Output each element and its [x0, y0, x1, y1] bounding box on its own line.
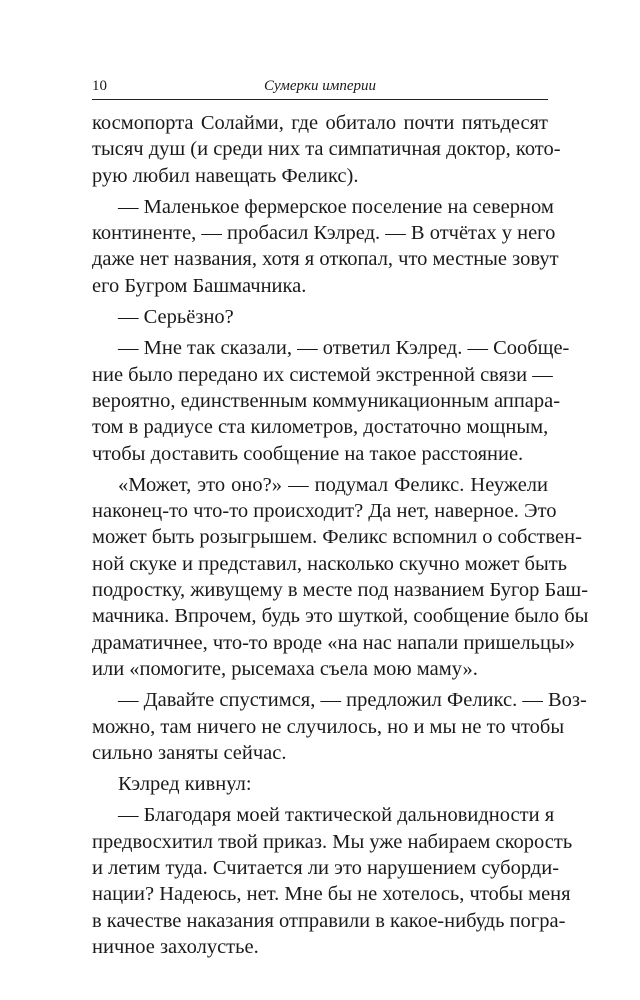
text-line: тысяч душ (и среди них та симпатичная доктор, кото-: [92, 138, 561, 161]
text-line: и летим туда. Считается ли это нарушением суборди-: [92, 857, 560, 880]
text-line: континенте, — пробасил Кэлред. — В отчётах у него: [92, 222, 556, 245]
text-line: ной скуке и представил, насколько скучно может быть: [92, 552, 568, 575]
text-line: — Благодаря моей тактической дальновидности я: [118, 804, 555, 827]
page-number: 10: [92, 78, 107, 94]
text-line: нации? Надеюсь, нет. Мне бы не хотелось, чтобы меня: [92, 883, 571, 906]
paragraph: [92, 194, 559, 299]
text-line: мачника. Впрочем, будь это шуткой, сообщение было бы: [92, 605, 589, 628]
text-line: его Бугром Башмачника.: [92, 274, 307, 297]
text-line: в качестве наказания отправили в какое-нибудь погра-: [92, 909, 566, 932]
text-line: ничное захолустье.: [92, 935, 259, 958]
text-line: чтобы доставить сообщение на такое расстояние.: [92, 442, 524, 465]
paragraph: [92, 802, 573, 960]
book-title: Сумерки империи: [263, 78, 377, 94]
text-line: — Давайте спустимся, — предложил Феликс. — Воз-: [118, 689, 587, 712]
text-line: ние было передано их системой экстренной связи —: [92, 363, 553, 386]
text-line: предвосхитил твой приказ. Мы уже набираем скорость: [92, 830, 573, 853]
text-line: рую любил навещать Феликс).: [92, 164, 359, 187]
body-text: [92, 110, 589, 960]
running-header: [92, 77, 548, 100]
paragraph: [92, 110, 561, 189]
text-line: сильно заняты сейчас.: [92, 741, 287, 764]
text-line: «Может, это оно?» — подумал Феликс. Неужели: [118, 473, 548, 496]
text-line: том в радиусе ста километров, достаточно мощным,: [92, 416, 549, 439]
paragraph: [92, 771, 548, 797]
text-line: драматичнее, что-то вроде «на нас напали пришельцы»: [92, 631, 575, 654]
text-line: — Серьёзно?: [118, 306, 234, 329]
text-line: можно, там ничего не случилось, но и мы не то чтобы: [92, 715, 565, 738]
paragraph: [92, 335, 570, 466]
paragraph: [92, 304, 548, 330]
text-line: — Маленькое фермерское поселение на северном: [118, 195, 554, 218]
text-line: — Мне так сказали, — ответил Кэлред. — Сообще-: [118, 337, 570, 360]
paragraph: [92, 687, 587, 766]
text-line: Кэлред кивнул:: [118, 773, 252, 796]
text-line: даже нет названия, хотя я откопал, что местные зовут: [92, 248, 559, 271]
text-line: или «помогите, рысемаха съела мою маму».: [92, 657, 478, 680]
paragraph: [92, 472, 589, 682]
text-line: космопорта Солайми, где обитало почти пятьдесят: [92, 112, 548, 134]
text-line: вероятно, единственным коммуникационным аппара-: [92, 389, 561, 412]
text-line: подростку, живущему в месте под названием Бугор Баш-: [92, 579, 589, 602]
text-line: наконец-то что-то происходит? Да нет, наверное. Это: [92, 500, 557, 523]
text-line: может быть розыгрышем. Феликс вспомнил о собствен-: [92, 526, 582, 549]
